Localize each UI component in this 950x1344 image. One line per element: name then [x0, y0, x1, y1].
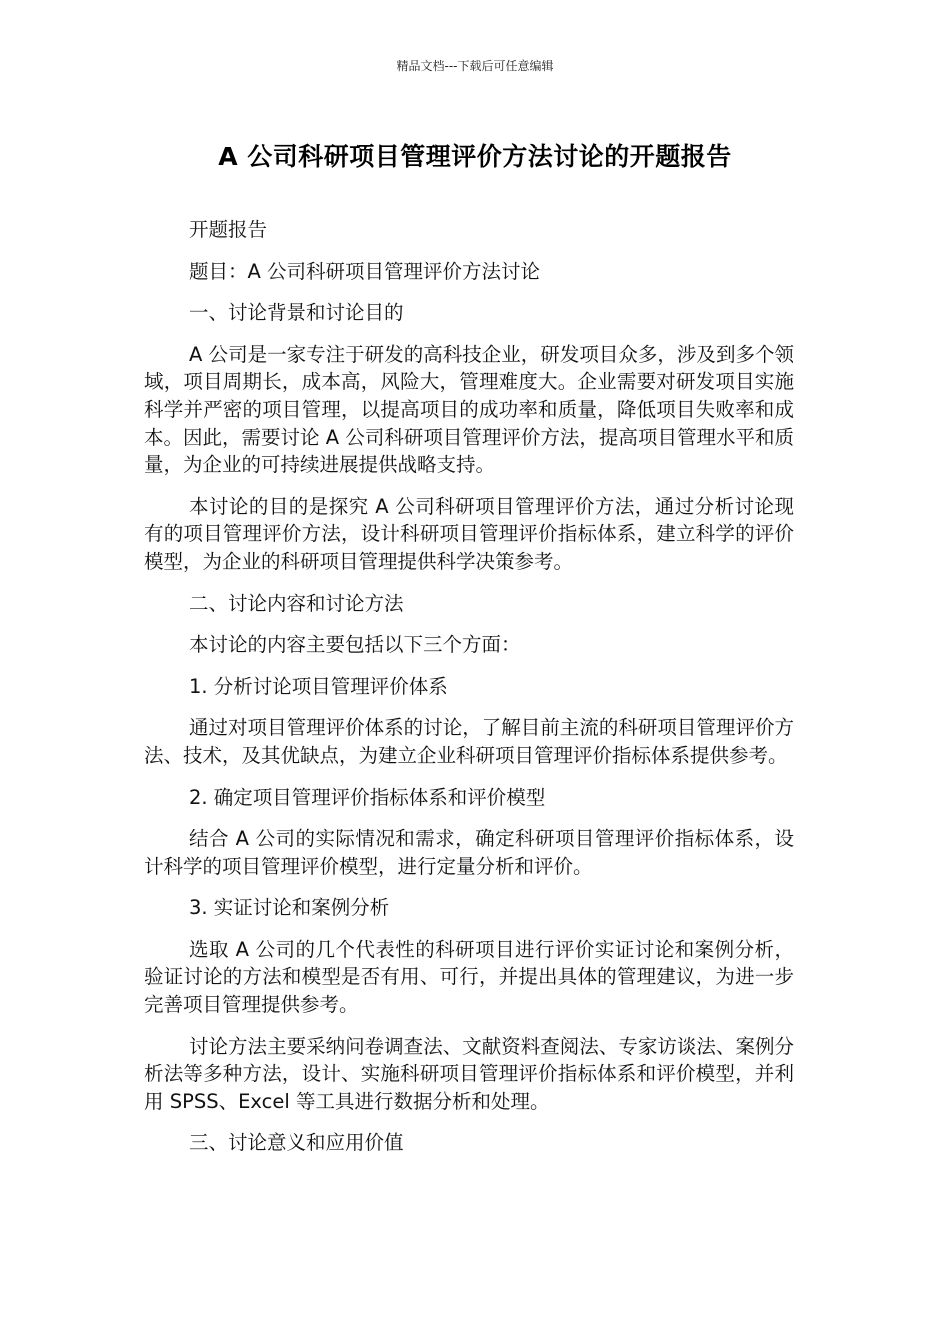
- paragraph-content-intro: 本讨论的内容主要包括以下三个方面：: [189, 633, 521, 657]
- paragraph-item-3: 选取 A 公司的几个代表性的科研项目进行评价实证讨论和案例分析，验证讨论的方法和模型是否有用、可行，并提出具体的管理建议，为进一步完善项目管理提供参考。: [144, 937, 794, 1017]
- paragraph-topic: 题目：A 公司科研项目管理评价方法讨论: [189, 259, 541, 283]
- header-note: 精品文档---下载后可任意编辑: [396, 59, 554, 73]
- paragraph-item-2: 结合 A 公司的实际情况和需求，确定科研项目管理评价指标体系，设计科学的项目管理评价模型，进行定量分析和评价。: [144, 827, 794, 878]
- document-title: A 公司科研项目管理评价方法讨论的开题报告: [218, 142, 732, 171]
- paragraph-methods: 讨论方法主要采纳问卷调查法、文献资料查阅法、专家访谈法、案例分析法等多种方法，设计、实施科研项目管理评价指标体系和评价模型，并利用 SPSS、Excel 等工具进行数据分析和处理。: [144, 1034, 794, 1113]
- list-item-heading-1: 1. 分析讨论项目管理评价体系: [189, 674, 448, 698]
- paragraph-item-1: 通过对项目管理评价体系的讨论，了解目前主流的科研项目管理评价方法、技术，及其优缺点，为建立企业科研项目管理评价指标体系提供参考。: [144, 716, 794, 767]
- list-item-heading-2: 2. 确定项目管理评价指标体系和评价模型: [189, 785, 546, 809]
- paragraph-report-label: 开题报告: [189, 218, 268, 241]
- document-body: [144, 216, 794, 1171]
- section-heading-2: 二、讨论内容和讨论方法: [189, 591, 404, 615]
- paragraph-background: A 公司是一家专注于研发的高科技企业，研发项目众多，涉及到多个领域，项目周期长，成本高，风险大，管理难度大。企业需要对研发项目实施科学并严密的项目管理，以提高项目的成功率和质量，降低项目失败率和成本。因此，需要讨论 A 公司科研项目管理评价方法，提高项目管理水平和质量，为企业的可持续进展提供战略支持。: [144, 342, 794, 477]
- list-item-heading-3: 3. 实证讨论和案例分析: [189, 896, 390, 920]
- paragraph-purpose: 本讨论的目的是探究 A 公司科研项目管理评价方法，通过分析讨论现有的项目管理评价方法，设计科研项目管理评价指标体系，建立科学的评价模型，为企业的科研项目管理提供科学决策参考。: [144, 494, 794, 573]
- section-heading-3: 三、讨论意义和应用价值: [189, 1131, 404, 1155]
- section-heading-1: 一、讨论背景和讨论目的: [189, 301, 404, 325]
